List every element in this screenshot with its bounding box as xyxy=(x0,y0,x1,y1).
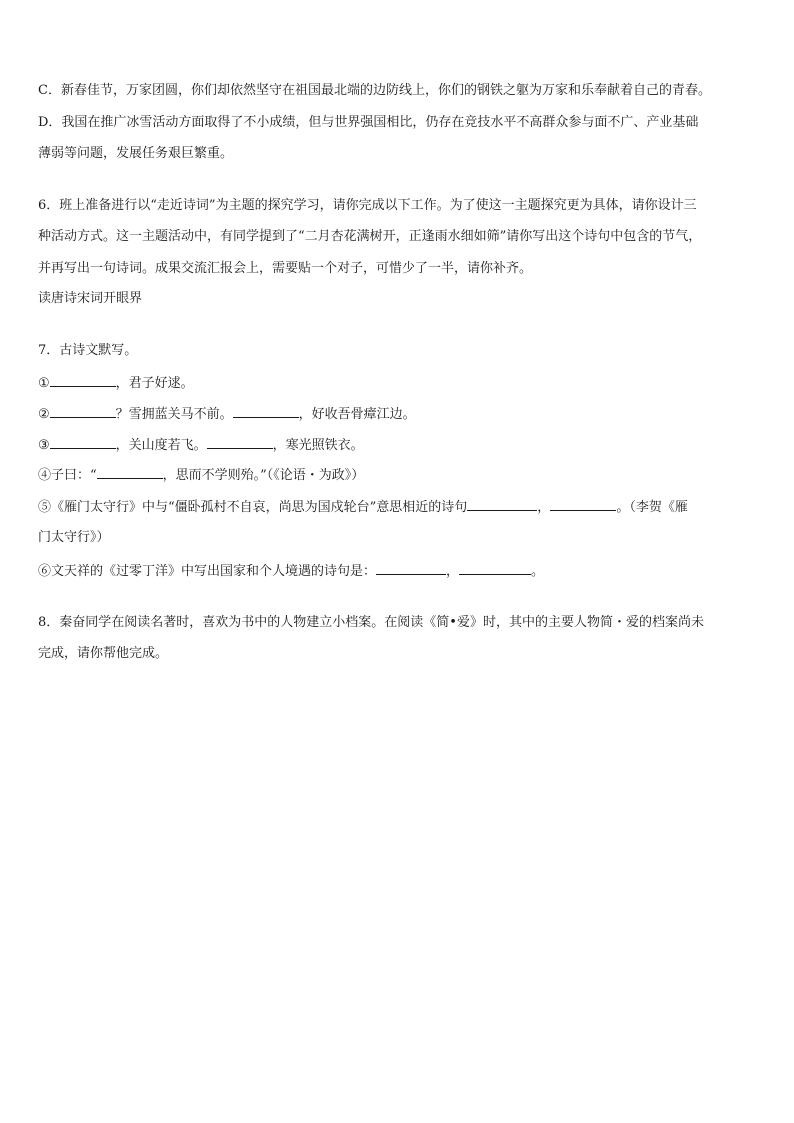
item-number: ③ xyxy=(38,438,50,453)
q7-item4 xyxy=(38,466,758,485)
q6-line2: 种活动方式。这一主题活动中，有同学提到了“二月杏花满树开，正逢雨水细如筛”请你写出这个诗句中包含的节气， xyxy=(38,229,702,244)
q7-item3 xyxy=(38,436,758,455)
q7-item5-cont: 门太守行》） xyxy=(38,530,110,545)
item-text: ，君子好逑。 xyxy=(115,376,194,391)
q7-item5 xyxy=(38,498,758,517)
item-text: ⑥文天祥的《过零丁洋》中写出国家和个人境遇的诗句是： xyxy=(38,564,377,579)
q6-couplet: 读唐诗宋词开眼界 xyxy=(38,291,143,306)
option-c: C．新春佳节，万家团圆，你们却依然坚守在祖国最北端的边防线上，你们的钢铁之躯为万家和乐奉献着自己的青春。 xyxy=(38,83,711,98)
answer-blank[interactable] xyxy=(50,374,116,387)
q7-item6 xyxy=(38,562,758,581)
answer-blank[interactable] xyxy=(207,436,273,449)
q7-item1 xyxy=(38,374,758,393)
option-d-line1: D．我国在推广冰雪活动方面取得了不小成绩，但与世界强国相比，仍存在竞技水平不高群众参与面不广、产业基础 xyxy=(38,115,699,130)
item-text: ，关山度若飞。 xyxy=(115,438,207,453)
item-text: 。 xyxy=(531,564,545,579)
item-text: ，好收吾骨瘴江边。 xyxy=(298,407,416,422)
answer-blank[interactable] xyxy=(50,436,116,449)
item-text: ，寒光照铁衣。 xyxy=(272,438,364,453)
answer-blank[interactable] xyxy=(467,498,537,511)
item-text: ， xyxy=(537,500,551,515)
q6-line3: 并再写出一句诗词。成果交流汇报会上，需要贴一个对子，可惜少了一半，请你补齐。 xyxy=(38,261,533,276)
item-number: ① xyxy=(38,376,50,391)
option-d-line2: 薄弱等问题，发展任务艰巨繁重。 xyxy=(38,146,234,161)
q7-item2 xyxy=(38,405,758,424)
q7-title: 7．古诗文默写。 xyxy=(38,343,138,358)
answer-blank[interactable] xyxy=(97,466,163,479)
item-text: ？雪拥蓝关马不前。 xyxy=(115,407,233,422)
answer-blank[interactable] xyxy=(376,562,446,575)
item-text: ， xyxy=(446,564,460,579)
item-number: ② xyxy=(38,407,50,422)
q8-line2: 完成，请你帮他完成。 xyxy=(38,646,169,661)
item-text: 。（李贺《雁 xyxy=(616,500,688,515)
item-text: ，思而不学则殆。”（《论语・为政》） xyxy=(162,468,365,483)
answer-blank[interactable] xyxy=(459,562,531,575)
q8-line1: 8．秦奋同学在阅读名著时，喜欢为书中的人物建立小档案。在阅读《简•爱》时，其中的主要人物简・爱的档案尚未 xyxy=(38,615,704,630)
q6-line1: 6．班上准备进行以“走近诗词”为主题的探究学习，请你完成以下工作。为了使这一主题探究更为具体，请你设计三 xyxy=(38,198,697,213)
answer-blank[interactable] xyxy=(550,498,616,511)
answer-blank[interactable] xyxy=(50,405,116,418)
answer-blank[interactable] xyxy=(233,405,299,418)
item-text: ⑤《雁门太守行》中与“僵卧孤村不自哀，尚思为国戍轮台”意思相近的诗句 xyxy=(38,500,468,515)
item-text: ④子曰：“ xyxy=(38,468,97,483)
